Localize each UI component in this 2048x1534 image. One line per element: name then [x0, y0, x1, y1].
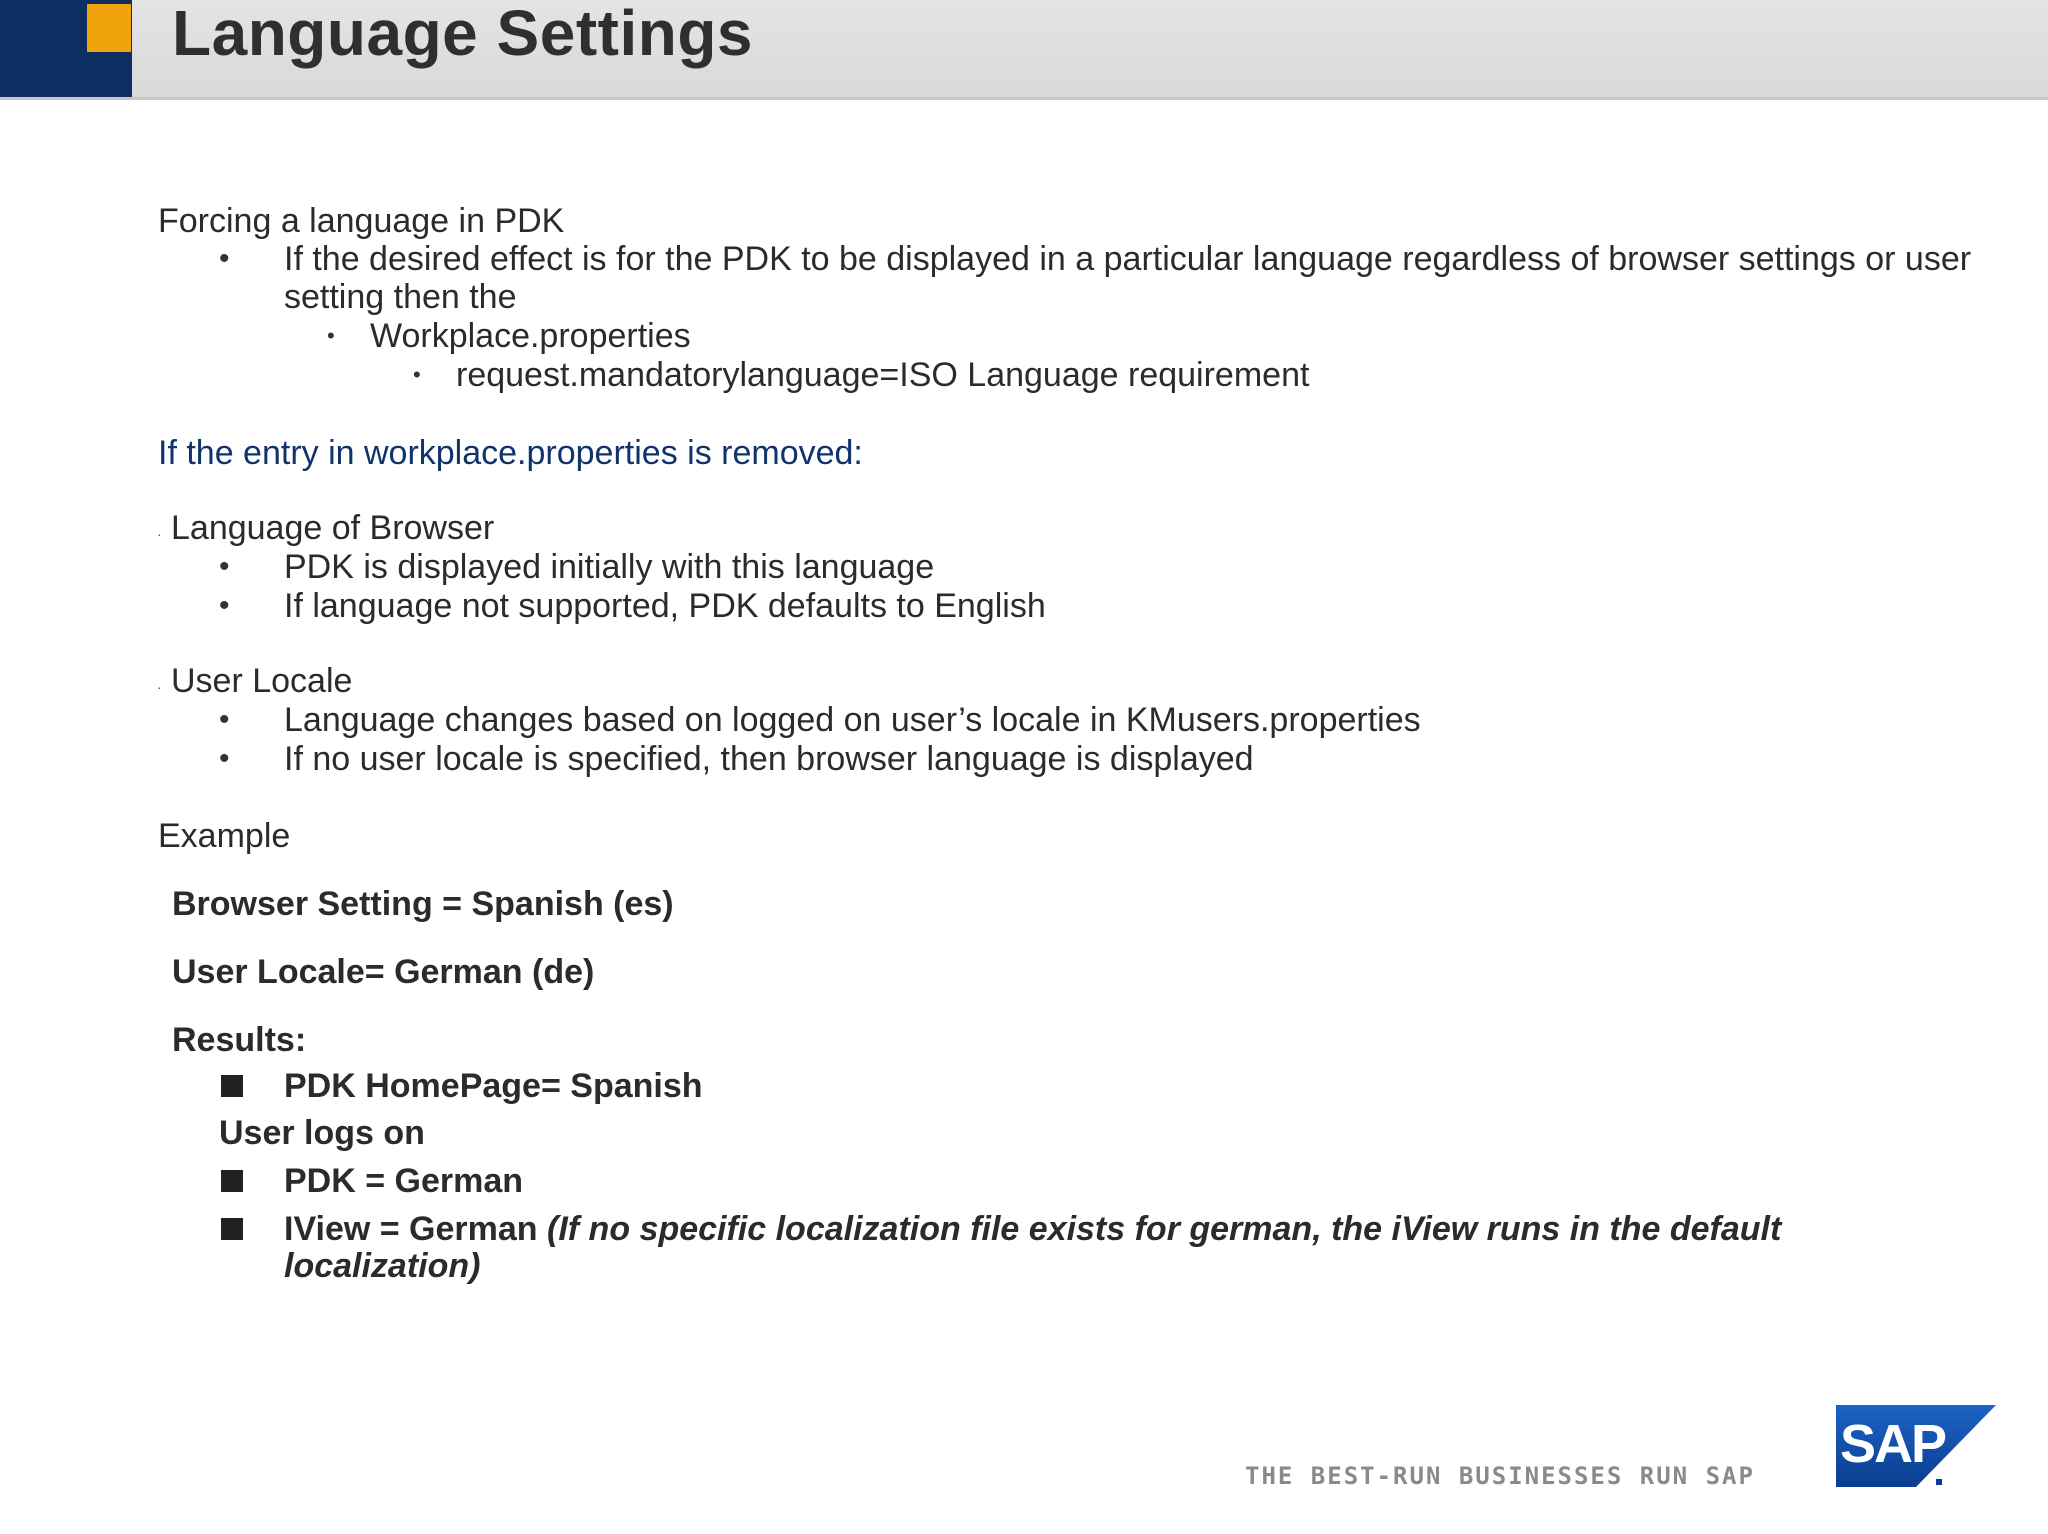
square-bullet-icon [221, 1218, 243, 1240]
forcing-bullet-line2: setting then the [284, 278, 517, 316]
result-1: PDK HomePage= Spanish [284, 1067, 703, 1105]
example-browser-setting: Browser Setting = Spanish (es) [172, 885, 674, 923]
browser-item-2: If language not supported, PDK defaults to English [284, 587, 1046, 625]
forcing-heading: Forcing a language in PDK [158, 202, 565, 240]
bullet-icon: • [219, 742, 230, 775]
sap-registered-mark [1936, 1479, 1942, 1485]
brand-orange-square [87, 4, 131, 52]
result-3-main: IView = German [284, 1210, 548, 1248]
user-logs-on: User logs on [219, 1114, 425, 1152]
slide-title: Language Settings [172, 0, 753, 69]
bullet-icon: • [219, 550, 230, 583]
footer-tagline: THE BEST-RUN BUSINESSES RUN SAP [1245, 1462, 1755, 1490]
result-2: PDK = German [284, 1162, 524, 1200]
locale-heading: User Locale [171, 662, 353, 700]
result-3-note-line2: localization) [284, 1247, 481, 1285]
example-user-locale: User Locale= German (de) [172, 953, 595, 991]
browser-item-1: PDK is displayed initially with this language [284, 548, 935, 586]
result-3-note: (If no specific localization file exists for german, the iView runs in the default [547, 1210, 1782, 1248]
square-bullet-icon [221, 1075, 243, 1097]
sap-logo [1836, 1405, 1996, 1487]
bullet-icon: • [413, 362, 421, 387]
results-label: Results: [172, 1021, 307, 1059]
bullet-icon: • [219, 589, 230, 622]
result-3-note-continued [284, 1246, 480, 1286]
sap-logo-text: SAP [1840, 1414, 1946, 1474]
bullet-icon: · [157, 679, 162, 695]
example-heading: Example [158, 817, 291, 855]
slide-header [0, 0, 2048, 100]
result-3 [284, 1209, 1781, 1249]
forcing-bullet-line1: If the desired effect is for the PDK to be displayed in a particular language regardless of browser settings or user [284, 240, 1972, 278]
locale-item-2: If no user locale is specified, then browser language is displayed [284, 740, 1254, 778]
browser-heading: Language of Browser [171, 509, 495, 547]
bullet-icon: • [327, 323, 335, 348]
bullet-icon: · [157, 526, 162, 542]
forcing-sub2: request.mandatorylanguage=ISO Language requirement [456, 356, 1310, 394]
locale-item-1: Language changes based on logged on user’s locale in KMusers.properties [284, 701, 1421, 739]
forcing-sub1: Workplace.properties [370, 317, 691, 355]
bullet-icon: • [219, 242, 230, 275]
bullet-icon: • [219, 703, 230, 736]
removed-heading: If the entry in workplace.properties is removed: [158, 434, 863, 472]
square-bullet-icon [221, 1170, 243, 1192]
